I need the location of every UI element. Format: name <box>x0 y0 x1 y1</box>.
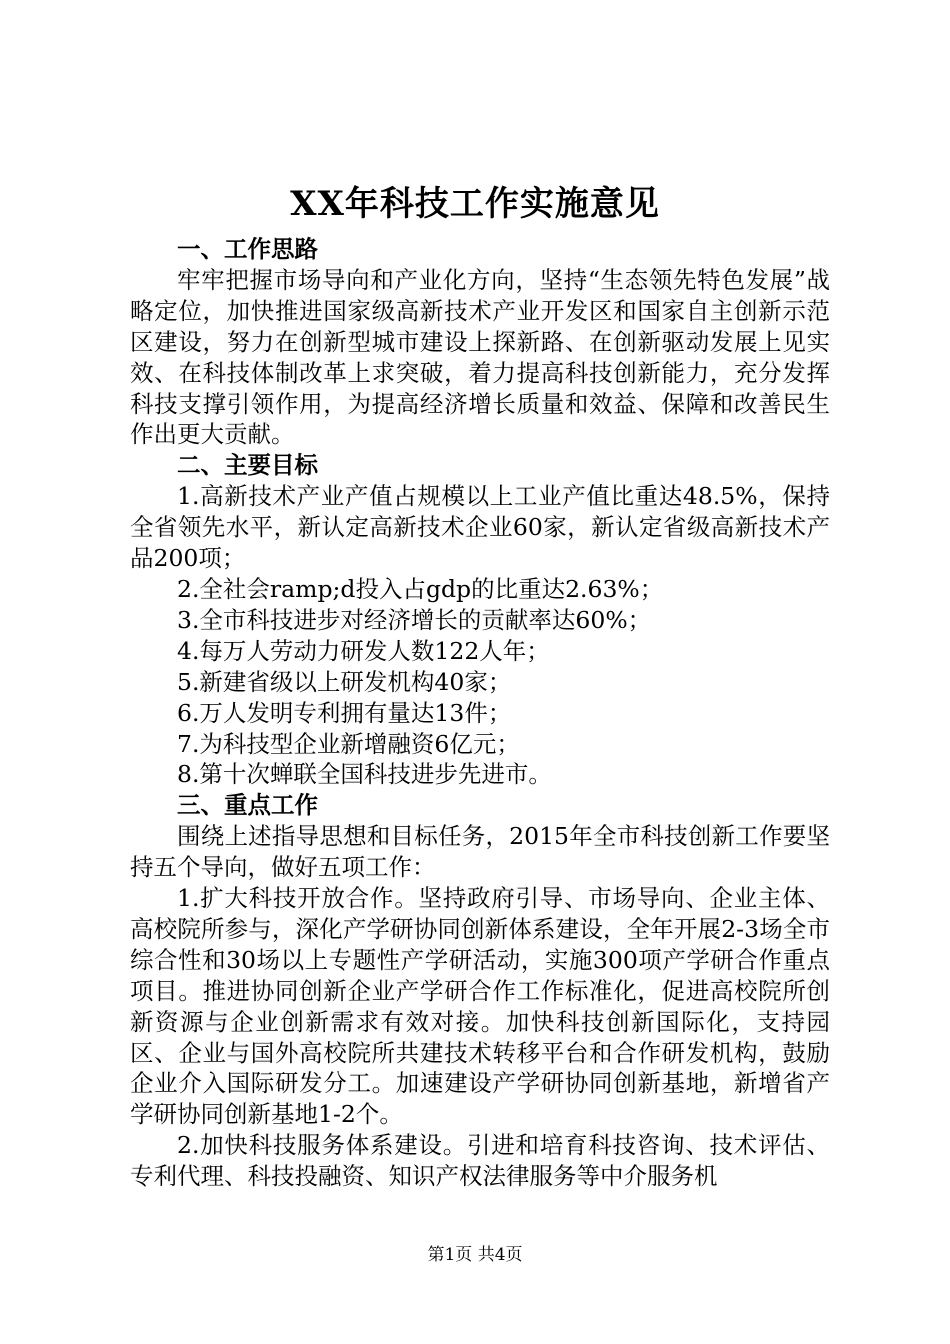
paragraph: 7.为科技型企业新增融资6亿元； <box>177 729 520 758</box>
section-heading: 一、工作思路 <box>177 235 318 263</box>
paragraph: 围绕上述指导思想和目标任务，2015年全市科技创新工作要坚持五个导向，做好五项工作： <box>130 822 830 882</box>
paragraph: 3.全市科技进步对经济增长的贡献率达60%； <box>177 605 652 634</box>
paragraph: 8.第十次蝉联全国科技进步先进市。 <box>177 760 552 789</box>
paragraph: 5.新建省级以上研发机构40家； <box>177 667 512 696</box>
paragraph: 牢牢把握市场导向和产业化方向，坚持“生态领先特色发展”战略定位，加快推进国家级高新技术产业开发区和国家自主创新示范区建设，努力在创新型城市建设上探新路、在创新驱动发展上见实效、在科技体制改革上求突破，着力提高科技创新能力，充分发挥科技支撑引领作用，为提高经济增长质量和效益、保障和改善民生作出更大贡献。 <box>130 265 830 449</box>
paragraph: 1.高新技术产业产值占规模以上工业产值比重达48.5%，保持全省领先水平，新认定高新技术企业60家，新认定省级高新技术产品200项； <box>130 482 830 573</box>
paragraph: 2.加快科技服务体系建设。引进和培育科技咨询、技术评估、专利代理、科技投融资、知识产权法律服务等中介服务机 <box>130 1131 830 1191</box>
paragraph: 6.万人发明专利拥有量达13件； <box>177 698 512 727</box>
paragraph: 2.全社会ramp;d投入占gdp的比重达2.63%； <box>177 574 664 603</box>
page-number: 第1页 共4页 <box>427 1245 523 1265</box>
section-heading: 三、重点工作 <box>177 791 318 820</box>
document-body <box>130 234 830 1192</box>
document-title: XX年科技工作实施意见 <box>290 184 660 224</box>
section-heading: 二、主要目标 <box>177 451 318 480</box>
paragraph: 1.扩大科技开放合作。坚持政府引导、市场导向、企业主体、高校院所参与，深化产学研协同创新体系建设，全年开展2-3场全市综合性和30场以上专题性产学研活动，实施300项产学研合作重点项目。推进协同创新企业产学研合作工作标准化，促进高校院所创新资源与企业创新需求有效对接。加快科技创新国际化，支持园区、企业与国外高校院所共建技术转移平台和合作研发机构，鼓励企业介入国际研发分工。加速建设产学研协同创新基地，新增省产学研协同创新基地1-2个。 <box>130 884 830 1129</box>
paragraph: 4.每万人劳动力研发人数122人年； <box>177 636 550 665</box>
